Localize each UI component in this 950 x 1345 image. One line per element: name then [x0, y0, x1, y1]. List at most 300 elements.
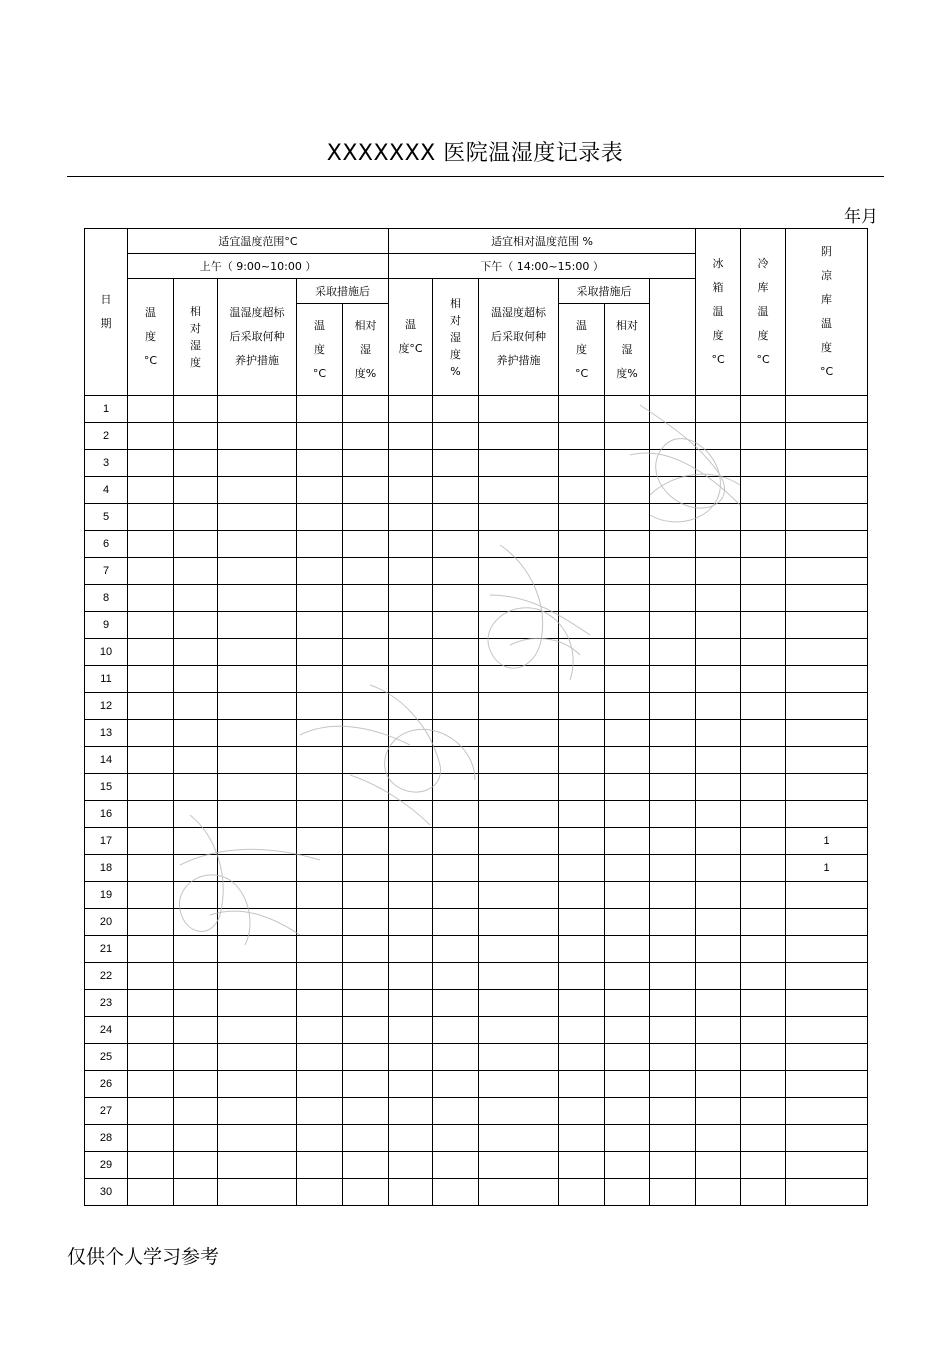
- entry-cell[interactable]: [389, 990, 433, 1017]
- entry-cell[interactable]: [343, 774, 389, 801]
- entry-cell[interactable]: [605, 1044, 650, 1071]
- entry-cell[interactable]: [650, 828, 696, 855]
- entry-cell[interactable]: [696, 396, 741, 423]
- entry-cell[interactable]: [343, 504, 389, 531]
- entry-cell[interactable]: [559, 558, 605, 585]
- entry-cell[interactable]: [174, 531, 218, 558]
- entry-cell[interactable]: [218, 558, 297, 585]
- entry-cell[interactable]: [741, 612, 786, 639]
- entry-cell[interactable]: [174, 1098, 218, 1125]
- entry-cell[interactable]: [479, 747, 559, 774]
- entry-cell[interactable]: [559, 1152, 605, 1179]
- entry-cell[interactable]: [741, 558, 786, 585]
- entry-cell[interactable]: [343, 423, 389, 450]
- entry-cell[interactable]: [218, 909, 297, 936]
- entry-cell[interactable]: [343, 801, 389, 828]
- entry-cell[interactable]: [218, 828, 297, 855]
- entry-cell[interactable]: [343, 396, 389, 423]
- entry-cell[interactable]: [297, 450, 343, 477]
- entry-cell[interactable]: [343, 855, 389, 882]
- entry-cell[interactable]: [433, 585, 479, 612]
- entry-cell[interactable]: [297, 1071, 343, 1098]
- entry-cell[interactable]: [479, 450, 559, 477]
- entry-cell[interactable]: [741, 1179, 786, 1206]
- entry-cell[interactable]: [650, 531, 696, 558]
- recorder-cell[interactable]: [786, 936, 868, 963]
- entry-cell[interactable]: [741, 1125, 786, 1152]
- entry-cell[interactable]: [696, 612, 741, 639]
- entry-cell[interactable]: [389, 1044, 433, 1071]
- entry-cell[interactable]: [605, 747, 650, 774]
- entry-cell[interactable]: [479, 666, 559, 693]
- entry-cell[interactable]: [297, 666, 343, 693]
- entry-cell[interactable]: [479, 1071, 559, 1098]
- entry-cell[interactable]: [479, 639, 559, 666]
- entry-cell[interactable]: [479, 396, 559, 423]
- entry-cell[interactable]: [297, 477, 343, 504]
- entry-cell[interactable]: [433, 1071, 479, 1098]
- entry-cell[interactable]: [297, 828, 343, 855]
- entry-cell[interactable]: [605, 558, 650, 585]
- entry-cell[interactable]: [128, 1017, 174, 1044]
- entry-cell[interactable]: [297, 639, 343, 666]
- entry-cell[interactable]: [650, 666, 696, 693]
- entry-cell[interactable]: [128, 1071, 174, 1098]
- entry-cell[interactable]: [696, 1071, 741, 1098]
- entry-cell[interactable]: [605, 720, 650, 747]
- entry-cell[interactable]: [650, 936, 696, 963]
- recorder-cell[interactable]: [786, 612, 868, 639]
- entry-cell[interactable]: [696, 450, 741, 477]
- entry-cell[interactable]: [650, 450, 696, 477]
- entry-cell[interactable]: [174, 1152, 218, 1179]
- entry-cell[interactable]: [297, 1044, 343, 1071]
- entry-cell[interactable]: [696, 1125, 741, 1152]
- recorder-cell[interactable]: [786, 774, 868, 801]
- entry-cell[interactable]: [605, 585, 650, 612]
- entry-cell[interactable]: [433, 747, 479, 774]
- entry-cell[interactable]: [696, 1017, 741, 1044]
- entry-cell[interactable]: [696, 963, 741, 990]
- entry-cell[interactable]: [696, 909, 741, 936]
- entry-cell[interactable]: [174, 585, 218, 612]
- entry-cell[interactable]: [389, 1179, 433, 1206]
- entry-cell[interactable]: [218, 693, 297, 720]
- entry-cell[interactable]: [433, 990, 479, 1017]
- entry-cell[interactable]: [174, 720, 218, 747]
- entry-cell[interactable]: [128, 855, 174, 882]
- entry-cell[interactable]: [174, 828, 218, 855]
- entry-cell[interactable]: [650, 747, 696, 774]
- entry-cell[interactable]: [218, 1098, 297, 1125]
- entry-cell[interactable]: [218, 666, 297, 693]
- entry-cell[interactable]: [696, 1152, 741, 1179]
- entry-cell[interactable]: [389, 477, 433, 504]
- entry-cell[interactable]: [741, 531, 786, 558]
- entry-cell[interactable]: [605, 639, 650, 666]
- entry-cell[interactable]: [433, 774, 479, 801]
- entry-cell[interactable]: [174, 504, 218, 531]
- entry-cell[interactable]: [343, 720, 389, 747]
- entry-cell[interactable]: [559, 1125, 605, 1152]
- entry-cell[interactable]: [297, 720, 343, 747]
- entry-cell[interactable]: [696, 558, 741, 585]
- entry-cell[interactable]: [605, 801, 650, 828]
- entry-cell[interactable]: [128, 1179, 174, 1206]
- entry-cell[interactable]: [696, 477, 741, 504]
- entry-cell[interactable]: [605, 1152, 650, 1179]
- entry-cell[interactable]: [650, 1179, 696, 1206]
- entry-cell[interactable]: [174, 1044, 218, 1071]
- entry-cell[interactable]: [174, 558, 218, 585]
- entry-cell[interactable]: [650, 423, 696, 450]
- entry-cell[interactable]: [741, 1152, 786, 1179]
- entry-cell[interactable]: [218, 639, 297, 666]
- entry-cell[interactable]: [343, 612, 389, 639]
- entry-cell[interactable]: [650, 909, 696, 936]
- entry-cell[interactable]: [343, 639, 389, 666]
- entry-cell[interactable]: [696, 531, 741, 558]
- entry-cell[interactable]: [389, 396, 433, 423]
- entry-cell[interactable]: [218, 1152, 297, 1179]
- entry-cell[interactable]: [389, 693, 433, 720]
- entry-cell[interactable]: [343, 450, 389, 477]
- entry-cell[interactable]: [650, 504, 696, 531]
- entry-cell[interactable]: [696, 720, 741, 747]
- entry-cell[interactable]: [218, 612, 297, 639]
- recorder-cell[interactable]: [786, 1044, 868, 1071]
- entry-cell[interactable]: [174, 1017, 218, 1044]
- entry-cell[interactable]: [297, 504, 343, 531]
- entry-cell[interactable]: [128, 396, 174, 423]
- entry-cell[interactable]: [741, 882, 786, 909]
- entry-cell[interactable]: [389, 909, 433, 936]
- entry-cell[interactable]: [650, 396, 696, 423]
- entry-cell[interactable]: [433, 504, 479, 531]
- entry-cell[interactable]: [297, 990, 343, 1017]
- entry-cell[interactable]: [741, 747, 786, 774]
- entry-cell[interactable]: [650, 1098, 696, 1125]
- entry-cell[interactable]: [343, 747, 389, 774]
- entry-cell[interactable]: [343, 531, 389, 558]
- entry-cell[interactable]: [559, 423, 605, 450]
- entry-cell[interactable]: [128, 477, 174, 504]
- entry-cell[interactable]: [297, 963, 343, 990]
- entry-cell[interactable]: [343, 585, 389, 612]
- entry-cell[interactable]: [741, 666, 786, 693]
- entry-cell[interactable]: [479, 990, 559, 1017]
- entry-cell[interactable]: [389, 882, 433, 909]
- entry-cell[interactable]: [479, 1179, 559, 1206]
- entry-cell[interactable]: [696, 936, 741, 963]
- entry-cell[interactable]: [174, 396, 218, 423]
- entry-cell[interactable]: [741, 801, 786, 828]
- entry-cell[interactable]: [128, 612, 174, 639]
- entry-cell[interactable]: [174, 882, 218, 909]
- entry-cell[interactable]: [297, 585, 343, 612]
- recorder-cell[interactable]: [786, 747, 868, 774]
- entry-cell[interactable]: [650, 963, 696, 990]
- entry-cell[interactable]: [559, 1044, 605, 1071]
- entry-cell[interactable]: [559, 450, 605, 477]
- entry-cell[interactable]: [605, 612, 650, 639]
- entry-cell[interactable]: [605, 450, 650, 477]
- entry-cell[interactable]: [479, 612, 559, 639]
- entry-cell[interactable]: [174, 801, 218, 828]
- entry-cell[interactable]: [389, 585, 433, 612]
- entry-cell[interactable]: [174, 693, 218, 720]
- entry-cell[interactable]: [389, 504, 433, 531]
- entry-cell[interactable]: [128, 666, 174, 693]
- entry-cell[interactable]: [174, 423, 218, 450]
- entry-cell[interactable]: [479, 963, 559, 990]
- entry-cell[interactable]: [741, 909, 786, 936]
- entry-cell[interactable]: [174, 936, 218, 963]
- entry-cell[interactable]: [605, 855, 650, 882]
- entry-cell[interactable]: [741, 423, 786, 450]
- entry-cell[interactable]: [559, 396, 605, 423]
- entry-cell[interactable]: [128, 1125, 174, 1152]
- entry-cell[interactable]: [479, 1017, 559, 1044]
- entry-cell[interactable]: [343, 1071, 389, 1098]
- entry-cell[interactable]: [650, 720, 696, 747]
- entry-cell[interactable]: [605, 1125, 650, 1152]
- entry-cell[interactable]: [433, 639, 479, 666]
- entry-cell[interactable]: [479, 855, 559, 882]
- entry-cell[interactable]: [559, 1071, 605, 1098]
- entry-cell[interactable]: [297, 747, 343, 774]
- entry-cell[interactable]: [479, 423, 559, 450]
- entry-cell[interactable]: [696, 423, 741, 450]
- entry-cell[interactable]: [559, 612, 605, 639]
- entry-cell[interactable]: [389, 612, 433, 639]
- entry-cell[interactable]: [696, 855, 741, 882]
- entry-cell[interactable]: [343, 1179, 389, 1206]
- entry-cell[interactable]: [696, 747, 741, 774]
- entry-cell[interactable]: [559, 504, 605, 531]
- entry-cell[interactable]: [479, 801, 559, 828]
- entry-cell[interactable]: [389, 936, 433, 963]
- entry-cell[interactable]: [174, 774, 218, 801]
- entry-cell[interactable]: [174, 666, 218, 693]
- entry-cell[interactable]: [128, 828, 174, 855]
- recorder-cell[interactable]: [786, 720, 868, 747]
- entry-cell[interactable]: [650, 558, 696, 585]
- entry-cell[interactable]: [218, 801, 297, 828]
- entry-cell[interactable]: [433, 1017, 479, 1044]
- entry-cell[interactable]: [741, 720, 786, 747]
- entry-cell[interactable]: [696, 882, 741, 909]
- entry-cell[interactable]: [389, 774, 433, 801]
- entry-cell[interactable]: [174, 450, 218, 477]
- entry-cell[interactable]: [218, 1071, 297, 1098]
- entry-cell[interactable]: [559, 720, 605, 747]
- entry-cell[interactable]: [605, 1071, 650, 1098]
- entry-cell[interactable]: [559, 747, 605, 774]
- entry-cell[interactable]: [343, 963, 389, 990]
- entry-cell[interactable]: [696, 990, 741, 1017]
- entry-cell[interactable]: [128, 423, 174, 450]
- entry-cell[interactable]: [218, 1044, 297, 1071]
- entry-cell[interactable]: [741, 585, 786, 612]
- entry-cell[interactable]: [343, 936, 389, 963]
- entry-cell[interactable]: [559, 1098, 605, 1125]
- entry-cell[interactable]: [128, 531, 174, 558]
- entry-cell[interactable]: [433, 1125, 479, 1152]
- entry-cell[interactable]: [559, 477, 605, 504]
- entry-cell[interactable]: [650, 693, 696, 720]
- entry-cell[interactable]: [128, 639, 174, 666]
- entry-cell[interactable]: [174, 909, 218, 936]
- entry-cell[interactable]: [128, 963, 174, 990]
- entry-cell[interactable]: [389, 801, 433, 828]
- entry-cell[interactable]: [218, 990, 297, 1017]
- entry-cell[interactable]: [128, 585, 174, 612]
- entry-cell[interactable]: [218, 1017, 297, 1044]
- entry-cell[interactable]: [389, 1125, 433, 1152]
- entry-cell[interactable]: [650, 1152, 696, 1179]
- entry-cell[interactable]: [479, 1125, 559, 1152]
- entry-cell[interactable]: [559, 1179, 605, 1206]
- entry-cell[interactable]: [433, 693, 479, 720]
- entry-cell[interactable]: [389, 1152, 433, 1179]
- entry-cell[interactable]: [389, 639, 433, 666]
- entry-cell[interactable]: [479, 828, 559, 855]
- entry-cell[interactable]: [559, 855, 605, 882]
- recorder-cell[interactable]: 1: [786, 828, 868, 855]
- entry-cell[interactable]: [605, 828, 650, 855]
- entry-cell[interactable]: [605, 693, 650, 720]
- entry-cell[interactable]: [343, 828, 389, 855]
- entry-cell[interactable]: [218, 477, 297, 504]
- entry-cell[interactable]: [696, 1098, 741, 1125]
- entry-cell[interactable]: [174, 612, 218, 639]
- entry-cell[interactable]: [479, 1044, 559, 1071]
- entry-cell[interactable]: [741, 936, 786, 963]
- entry-cell[interactable]: [343, 477, 389, 504]
- recorder-cell[interactable]: [786, 1098, 868, 1125]
- entry-cell[interactable]: [559, 639, 605, 666]
- entry-cell[interactable]: [696, 1044, 741, 1071]
- entry-cell[interactable]: [433, 396, 479, 423]
- entry-cell[interactable]: [605, 936, 650, 963]
- entry-cell[interactable]: [696, 639, 741, 666]
- entry-cell[interactable]: [433, 936, 479, 963]
- entry-cell[interactable]: [479, 504, 559, 531]
- entry-cell[interactable]: [389, 423, 433, 450]
- entry-cell[interactable]: [174, 639, 218, 666]
- entry-cell[interactable]: [389, 1071, 433, 1098]
- entry-cell[interactable]: [479, 1152, 559, 1179]
- entry-cell[interactable]: [297, 855, 343, 882]
- entry-cell[interactable]: [559, 1017, 605, 1044]
- entry-cell[interactable]: [128, 909, 174, 936]
- entry-cell[interactable]: [479, 1098, 559, 1125]
- entry-cell[interactable]: [297, 909, 343, 936]
- entry-cell[interactable]: [343, 1044, 389, 1071]
- entry-cell[interactable]: [343, 558, 389, 585]
- entry-cell[interactable]: [479, 585, 559, 612]
- entry-cell[interactable]: [389, 720, 433, 747]
- entry-cell[interactable]: [741, 1071, 786, 1098]
- entry-cell[interactable]: [650, 1125, 696, 1152]
- entry-cell[interactable]: [741, 1098, 786, 1125]
- entry-cell[interactable]: [433, 1098, 479, 1125]
- entry-cell[interactable]: [218, 531, 297, 558]
- entry-cell[interactable]: [433, 612, 479, 639]
- entry-cell[interactable]: [297, 882, 343, 909]
- entry-cell[interactable]: [650, 612, 696, 639]
- entry-cell[interactable]: [128, 774, 174, 801]
- entry-cell[interactable]: [174, 1125, 218, 1152]
- entry-cell[interactable]: [605, 1017, 650, 1044]
- entry-cell[interactable]: [128, 450, 174, 477]
- entry-cell[interactable]: [650, 774, 696, 801]
- recorder-cell[interactable]: [786, 1125, 868, 1152]
- entry-cell[interactable]: [128, 1152, 174, 1179]
- entry-cell[interactable]: [650, 990, 696, 1017]
- entry-cell[interactable]: [650, 1017, 696, 1044]
- entry-cell[interactable]: [128, 504, 174, 531]
- entry-cell[interactable]: [559, 963, 605, 990]
- entry-cell[interactable]: [605, 990, 650, 1017]
- entry-cell[interactable]: [605, 1179, 650, 1206]
- entry-cell[interactable]: [741, 1017, 786, 1044]
- entry-cell[interactable]: [218, 1179, 297, 1206]
- entry-cell[interactable]: [433, 801, 479, 828]
- recorder-cell[interactable]: [786, 423, 868, 450]
- entry-cell[interactable]: [433, 882, 479, 909]
- recorder-cell[interactable]: [786, 1017, 868, 1044]
- entry-cell[interactable]: [297, 558, 343, 585]
- entry-cell[interactable]: [741, 774, 786, 801]
- entry-cell[interactable]: [297, 1125, 343, 1152]
- entry-cell[interactable]: [174, 1179, 218, 1206]
- recorder-cell[interactable]: [786, 801, 868, 828]
- entry-cell[interactable]: [297, 801, 343, 828]
- entry-cell[interactable]: [218, 882, 297, 909]
- entry-cell[interactable]: [218, 963, 297, 990]
- entry-cell[interactable]: [174, 855, 218, 882]
- entry-cell[interactable]: [479, 720, 559, 747]
- recorder-cell[interactable]: [786, 1152, 868, 1179]
- entry-cell[interactable]: [389, 450, 433, 477]
- entry-cell[interactable]: [696, 828, 741, 855]
- entry-cell[interactable]: [650, 477, 696, 504]
- entry-cell[interactable]: [559, 936, 605, 963]
- entry-cell[interactable]: [218, 1125, 297, 1152]
- entry-cell[interactable]: [343, 1152, 389, 1179]
- entry-cell[interactable]: [433, 909, 479, 936]
- entry-cell[interactable]: [433, 450, 479, 477]
- entry-cell[interactable]: [389, 1098, 433, 1125]
- recorder-cell[interactable]: [786, 693, 868, 720]
- entry-cell[interactable]: [433, 720, 479, 747]
- entry-cell[interactable]: [128, 936, 174, 963]
- entry-cell[interactable]: [741, 396, 786, 423]
- entry-cell[interactable]: [433, 477, 479, 504]
- entry-cell[interactable]: [559, 801, 605, 828]
- entry-cell[interactable]: [297, 693, 343, 720]
- entry-cell[interactable]: [605, 909, 650, 936]
- entry-cell[interactable]: [741, 963, 786, 990]
- entry-cell[interactable]: [741, 693, 786, 720]
- recorder-cell[interactable]: [786, 963, 868, 990]
- recorder-cell[interactable]: [786, 396, 868, 423]
- entry-cell[interactable]: [128, 693, 174, 720]
- entry-cell[interactable]: [650, 639, 696, 666]
- entry-cell[interactable]: [389, 855, 433, 882]
